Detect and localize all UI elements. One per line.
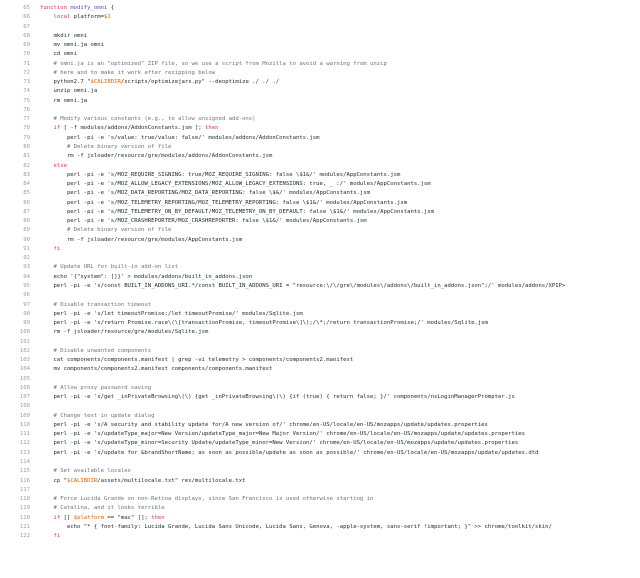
code-token: /scripts/optimizejars.py" --deoptimize ./ ./ ./ bbox=[120, 79, 280, 86]
code-token: perl -pi -e 's/MOZ_DATA_REPORTING/MOZ_DATA_REPORTING: false \$&/' modules/AppConstants.jsm bbox=[40, 190, 371, 197]
code-line[interactable] bbox=[40, 412, 640, 421]
code-token: # Allow proxy password saving bbox=[40, 384, 152, 391]
line-number: 70 bbox=[23, 51, 30, 58]
code-line[interactable] bbox=[40, 384, 640, 393]
code-line[interactable] bbox=[40, 449, 640, 458]
code-line[interactable] bbox=[40, 254, 640, 263]
code-line[interactable] bbox=[40, 226, 640, 235]
code-line[interactable] bbox=[40, 124, 640, 133]
line-number: 97 bbox=[23, 301, 30, 308]
line-number: 112 bbox=[19, 440, 30, 447]
line-number: 81 bbox=[23, 153, 30, 160]
code-token: perl -pi -e 's/value: true/value: false/' modules/addons/AddonConstants.jsm bbox=[40, 134, 320, 141]
code-line[interactable] bbox=[40, 208, 640, 217]
code-token: if bbox=[53, 514, 61, 521]
line-number: 105 bbox=[19, 375, 30, 382]
code-token: $platform bbox=[73, 514, 105, 521]
line-number: 116 bbox=[19, 477, 30, 484]
line-number: 65 bbox=[23, 5, 30, 11]
code-token: # Delete binary version of file bbox=[40, 227, 172, 234]
code-token: platform= bbox=[70, 14, 105, 21]
code-line[interactable] bbox=[40, 87, 640, 96]
code-line[interactable] bbox=[40, 532, 640, 541]
code-line[interactable] bbox=[40, 282, 640, 291]
code-token: mkdir omni bbox=[40, 32, 88, 39]
code-token: # Modify various constants (e.g., to allow unsigned add-ons) bbox=[40, 116, 256, 123]
code-token: rm omni.ja bbox=[40, 97, 88, 104]
code-token: perl -pi -e 's/let timeoutPromise;/let timeoutPromise/' modules/Sqlite.jsm bbox=[40, 310, 303, 317]
code-token: # Delete binary version of file bbox=[40, 143, 172, 150]
code-line[interactable] bbox=[40, 365, 640, 374]
code-token bbox=[40, 515, 53, 521]
line-number: 115 bbox=[19, 468, 30, 475]
code-line[interactable] bbox=[40, 375, 640, 384]
line-number: 101 bbox=[19, 338, 30, 345]
code-token: function bbox=[40, 5, 71, 11]
line-number: 87 bbox=[23, 208, 30, 215]
code-token bbox=[40, 14, 53, 20]
code-token: $CALIBDIR bbox=[66, 477, 98, 484]
line-number: 89 bbox=[23, 227, 30, 234]
code-line[interactable] bbox=[40, 32, 640, 41]
code-token: $1 bbox=[104, 14, 111, 21]
line-number: 96 bbox=[23, 292, 30, 299]
code-token: [ -f modules/addons/AddonConstants.jsm ]; bbox=[60, 125, 206, 132]
code-token: fi bbox=[53, 245, 61, 252]
code-line[interactable] bbox=[40, 402, 640, 411]
code-line[interactable] bbox=[40, 217, 640, 226]
code-token: else bbox=[53, 162, 67, 169]
code-token: perl -pi -e 's/MOZ_CRASHREPORTER/MOZ_CRASHREPORTER: false \$1&/' modules/AppConstants.jsm bbox=[40, 218, 367, 225]
code-line[interactable] bbox=[40, 523, 640, 532]
code-line[interactable] bbox=[40, 310, 640, 319]
code-line[interactable] bbox=[40, 69, 640, 78]
code-line[interactable] bbox=[40, 263, 640, 272]
line-number: 68 bbox=[23, 32, 30, 39]
code-line[interactable] bbox=[40, 199, 640, 208]
line-number: 92 bbox=[23, 255, 30, 262]
code-line[interactable] bbox=[40, 143, 640, 152]
code-line[interactable] bbox=[40, 291, 640, 300]
code-token bbox=[40, 125, 53, 131]
code-line[interactable] bbox=[40, 189, 640, 198]
code-line[interactable] bbox=[40, 514, 640, 523]
line-number: 78 bbox=[23, 125, 30, 132]
line-number: 80 bbox=[23, 143, 30, 150]
line-number: 110 bbox=[19, 421, 30, 428]
code-line[interactable] bbox=[40, 78, 640, 87]
code-token: # Catalina, and it looks terrible bbox=[40, 505, 165, 512]
code-line[interactable] bbox=[40, 477, 640, 486]
line-number: 91 bbox=[23, 245, 30, 252]
code-token: # here and to make it work after rezipping below bbox=[40, 69, 216, 76]
line-number: 77 bbox=[23, 116, 30, 123]
code-line[interactable] bbox=[40, 162, 640, 171]
line-number: 111 bbox=[19, 431, 30, 438]
code-line[interactable] bbox=[40, 328, 640, 337]
code-token: perl -pi -e 's/MOZ_ALLOW_LEGACY_EXTENSIONS/MOZ_ALLOW_LEGACY_EXTENSIONS: true, _ :/' modules/AppConstants.jsm bbox=[40, 181, 431, 188]
code-line[interactable] bbox=[40, 50, 640, 59]
line-number: 76 bbox=[23, 106, 30, 113]
code-line[interactable] bbox=[40, 495, 640, 504]
code-token: then bbox=[151, 514, 165, 521]
code-token: python2.7 " bbox=[40, 79, 91, 86]
code-line[interactable] bbox=[40, 301, 640, 310]
code-token: echo '{"system": []}' > modules/addons/built_in_addons.json bbox=[40, 273, 253, 280]
line-number: 79 bbox=[23, 134, 30, 141]
line-number: 90 bbox=[23, 236, 30, 243]
code-line[interactable] bbox=[40, 439, 640, 448]
code-line[interactable] bbox=[40, 106, 640, 115]
code-token: # Disable unwanted components bbox=[40, 347, 152, 354]
line-number: 86 bbox=[23, 199, 30, 206]
code-token: [[ bbox=[60, 514, 74, 521]
code-token: # Force Lucida Grande on non-Retina displays, since San Francisco is used otherwise starting in bbox=[40, 496, 374, 503]
code-token: perl -pi -e 's/const BUILT_IN_ADDONS_URI.*/const BUILT_IN_ADDONS_URI = "resource:\/\/gre\/modules\/addons\/built_in_addons.json";/' modules/addons/XPIP> bbox=[40, 282, 566, 289]
code-token: perl -pi -e 's/updateType_minor=Security Update/updateType_minor=New Version/' chrome/en-US/locale/en-US/mozapps/update/updates.properties bbox=[40, 440, 519, 447]
code-token: mv components/components2.manifest components/components.manifest bbox=[40, 366, 273, 373]
line-number: 94 bbox=[23, 273, 30, 280]
code-line[interactable] bbox=[40, 115, 640, 124]
code-line[interactable] bbox=[40, 245, 640, 254]
line-number: 82 bbox=[23, 162, 30, 169]
code-token: unzip omni.ja bbox=[40, 88, 98, 95]
code-token: == "mac" ]]; bbox=[104, 514, 152, 521]
line-number: 71 bbox=[23, 60, 30, 67]
line-number: 85 bbox=[23, 190, 30, 197]
code-line[interactable] bbox=[40, 338, 640, 347]
code-token: /assets/multilocale.txt" res/multilocale.txt bbox=[97, 477, 246, 484]
line-number: 66 bbox=[23, 14, 30, 21]
code-token: { bbox=[107, 5, 115, 11]
code-token: perl -pi -e 's/A security and stability update for/A new version of/' chrome/en-US/locale/en-US/mozapps/update/updates.properties bbox=[40, 421, 488, 428]
code-token: if bbox=[53, 125, 61, 132]
code-line[interactable] bbox=[40, 236, 640, 245]
code-token: # Change text in update dialog bbox=[40, 412, 155, 419]
line-number: 98 bbox=[23, 310, 30, 317]
code-line[interactable] bbox=[40, 430, 640, 439]
line-number: 114 bbox=[19, 459, 30, 466]
line-number: 106 bbox=[19, 384, 30, 391]
line-number: 122 bbox=[19, 533, 30, 540]
code-line[interactable] bbox=[40, 467, 640, 476]
code-token: # Update URL for built-in add-on list bbox=[40, 264, 179, 271]
line-number: 113 bbox=[19, 449, 30, 456]
line-number: 121 bbox=[19, 523, 30, 530]
code-line[interactable] bbox=[40, 97, 640, 106]
line-number: 72 bbox=[23, 69, 30, 76]
line-number: 67 bbox=[23, 23, 30, 30]
code-token: perl -pi -e 's/MOZ_TELEMETRY_REPORTING/MOZ_TELEMETRY_REPORTING: false \$1&/' modules/AppConstants.jsm bbox=[40, 199, 408, 206]
code-line[interactable] bbox=[40, 458, 640, 467]
code-line[interactable] bbox=[40, 4, 640, 13]
code-token: perl -pi -e 's/return Promise.race\(\[transactionPromise, timeoutPromise\]\);/\*;/return transactionPromise;/' modules/Sqlite.jsm bbox=[40, 320, 488, 327]
code-token: rm -f jsloader/resource/gre/modules/addons/AddonConstants.jsm bbox=[40, 153, 273, 160]
code-line[interactable] bbox=[40, 393, 640, 402]
line-number: 83 bbox=[23, 171, 30, 178]
code-token: then bbox=[205, 125, 219, 132]
code-token: mv omni.ja omni bbox=[40, 42, 104, 49]
code-token: perl -pi -e 's/MOZ_REQUIRE_SIGNING: true/MOZ_REQUIRE_SIGNING: false \$1&/' modules/AppConstants.jsm bbox=[40, 171, 401, 178]
code-token: cat components/components.manifest | grep -vi telemetry > components/components2.manifest bbox=[40, 357, 354, 364]
line-number: 84 bbox=[23, 181, 30, 188]
code-token: $CALIBDIR bbox=[90, 79, 121, 86]
line-number: 95 bbox=[23, 282, 30, 289]
line-number: 88 bbox=[23, 218, 30, 225]
code-token bbox=[40, 246, 53, 252]
code-line[interactable] bbox=[40, 180, 640, 189]
line-number: 109 bbox=[19, 412, 30, 419]
code-line[interactable] bbox=[40, 152, 640, 161]
line-number: 119 bbox=[19, 505, 30, 512]
code-token: cp " bbox=[40, 477, 67, 484]
line-number: 75 bbox=[23, 97, 30, 104]
code-line[interactable] bbox=[40, 319, 640, 328]
code-line[interactable] bbox=[40, 41, 640, 50]
line-number: 103 bbox=[19, 357, 30, 364]
line-number: 69 bbox=[23, 42, 30, 49]
code-token: perl -pi -e 's/get _inPrivateBrowsing\(\) {get _inPrivateBrowsing\(\) {if (true) { return false; }/' components/nsLoginManagerPrompter.js bbox=[40, 394, 515, 401]
line-number: 108 bbox=[19, 403, 30, 410]
code-token: modify_omni bbox=[70, 5, 108, 11]
code-token bbox=[40, 163, 53, 169]
code-token: perl -pi -e 's/MOZ_TELEMETRY_ON_BY_DEFAULT/MOZ_TELEMETRY_ON_BY_DEFAULT: false \$1&/' modules/AppConstants.jsm bbox=[40, 208, 435, 215]
line-number: 93 bbox=[23, 264, 30, 271]
line-number: 107 bbox=[19, 394, 30, 401]
code-token: cd omni bbox=[40, 51, 78, 58]
line-number-gutter bbox=[0, 0, 34, 578]
line-number: 117 bbox=[19, 486, 30, 493]
code-token: perl -pi -e 's/updateType_major=New Version/updateType_major=New Major Version/' chrome/en-US/locale/en-US/mozapps/update/updates.properties bbox=[40, 431, 525, 438]
line-number: 102 bbox=[19, 347, 30, 354]
code-line[interactable] bbox=[40, 356, 640, 365]
code-line[interactable] bbox=[40, 134, 640, 143]
code-token: rm -f jsloader/resource/gre/modules/Sqlite.jsm bbox=[40, 329, 209, 336]
line-number: 99 bbox=[23, 320, 30, 327]
code-token: perl -pi -e 's/update for &brandShortName; as soon as possible/update as soon as possible/' chrome/en-US/locale/en-US/mozapps/update/updates.dtd bbox=[40, 449, 539, 456]
code-line[interactable] bbox=[40, 486, 640, 495]
line-number: 118 bbox=[19, 496, 30, 503]
code-line[interactable] bbox=[40, 421, 640, 430]
code-token: rm -f jsloader/resource/gre/modules/AppConstants.jsm bbox=[40, 236, 243, 243]
code-line[interactable] bbox=[40, 13, 640, 22]
line-number: 104 bbox=[19, 366, 30, 373]
code-line[interactable] bbox=[40, 273, 640, 282]
line-number: 120 bbox=[19, 514, 30, 521]
code-token: # Disable transaction timeout bbox=[40, 301, 152, 308]
code-line[interactable] bbox=[40, 504, 640, 513]
code-token: echo "* { font-family: Lucida Grande, Lucida Sans Unicode, Lucida Sans, Genova, -apple-system, sans-serif !important; }" >> chrome/toolkit/skin/ bbox=[40, 523, 552, 530]
code-token: # Set available locales bbox=[40, 468, 131, 475]
code-line[interactable] bbox=[40, 171, 640, 180]
code-line[interactable] bbox=[40, 347, 640, 356]
code-token: # omni.ja is an "optimized" ZIP file, so we use a script from Mozilla to avoid a warning from unzip bbox=[40, 60, 387, 67]
line-number: 100 bbox=[19, 329, 30, 336]
code-line[interactable] bbox=[40, 23, 640, 32]
code-token: local bbox=[53, 14, 71, 21]
code-token: fi bbox=[53, 533, 61, 540]
code-line[interactable] bbox=[40, 60, 640, 69]
code-content[interactable] bbox=[34, 0, 640, 578]
line-number: 73 bbox=[23, 79, 30, 86]
line-number: 74 bbox=[23, 88, 30, 95]
code-token bbox=[40, 533, 53, 539]
